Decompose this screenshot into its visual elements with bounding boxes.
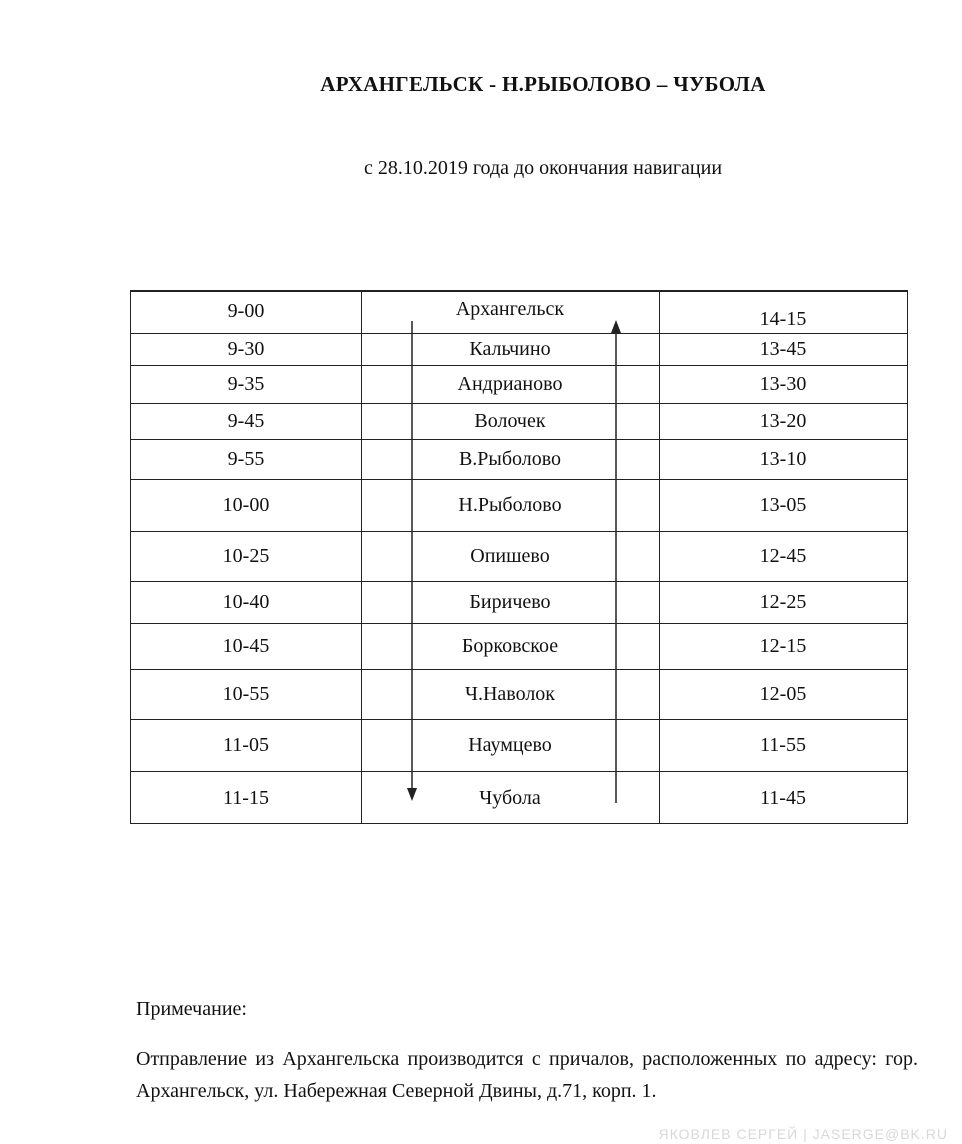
stop-name: Волочек <box>474 410 546 432</box>
stop-name: Кальчино <box>469 338 551 360</box>
table-row <box>131 403 907 439</box>
table-row <box>131 771 907 825</box>
depart-time: 10-55 <box>222 683 270 705</box>
depart-time: 9-35 <box>227 373 265 395</box>
table-row <box>131 623 907 669</box>
return-time: 13-05 <box>759 494 807 516</box>
return-time: 13-45 <box>759 338 807 360</box>
depart-time: 10-00 <box>222 494 270 516</box>
return-time: 14-15 <box>759 308 807 330</box>
depart-time: 10-25 <box>222 545 270 567</box>
depart-time: 9-45 <box>227 410 265 432</box>
return-time: 12-45 <box>759 545 807 567</box>
depart-time: 9-00 <box>227 300 265 322</box>
table-row <box>131 479 907 531</box>
stop-name: Н.Рыболово <box>458 494 562 516</box>
return-time: 12-05 <box>759 683 807 705</box>
table-row <box>131 365 907 403</box>
watermark: ЯКОВЛЕВ СЕРГЕЙ | JASERGE@BK.RU <box>658 1126 948 1142</box>
depart-time: 10-45 <box>222 635 270 657</box>
stop-name: Наумцево <box>468 734 552 756</box>
depart-time: 11-15 <box>223 787 269 809</box>
stop-name: Чубола <box>479 787 541 809</box>
schedule-table <box>130 290 908 824</box>
stop-name: Опишево <box>470 545 550 567</box>
return-time: 13-30 <box>759 373 807 395</box>
table-row <box>131 291 907 333</box>
stop-name: Архангельск <box>455 298 565 320</box>
table-row <box>131 581 907 623</box>
note-text: Отправление из Архангельска производится с причалов, расположенных по адресу: гор. Архангельск, ул. Набережная Северной Двины, д.71, корп. 1. <box>136 1048 918 1102</box>
return-time: 11-45 <box>760 787 806 809</box>
return-time: 12-15 <box>759 635 807 657</box>
return-time: 13-20 <box>759 410 807 432</box>
return-time: 12-25 <box>759 591 807 613</box>
depart-time: 9-55 <box>227 448 265 470</box>
table-row <box>131 719 907 771</box>
table-row <box>131 531 907 581</box>
stop-name: В.Рыболово <box>458 448 562 470</box>
depart-time: 11-05 <box>223 734 269 756</box>
table-row <box>131 439 907 479</box>
stop-name: Борковское <box>461 635 559 657</box>
page-subtitle: с 28.10.2019 года до окончания навигации <box>363 157 723 179</box>
page-title: АРХАНГЕЛЬСК - Н.РЫБОЛОВО – ЧУБОЛА <box>320 72 766 96</box>
stop-name: Биричево <box>469 591 551 613</box>
return-time: 11-55 <box>760 734 806 756</box>
depart-time: 10-40 <box>222 591 270 613</box>
stop-name: Ч.Наволок <box>464 683 556 705</box>
depart-time: 9-30 <box>227 338 265 360</box>
return-time: 13-10 <box>759 448 807 470</box>
table-row <box>131 669 907 719</box>
stop-name: Андрианово <box>457 373 563 395</box>
table-row <box>131 333 907 365</box>
note-label: Примечание: <box>136 998 247 1020</box>
